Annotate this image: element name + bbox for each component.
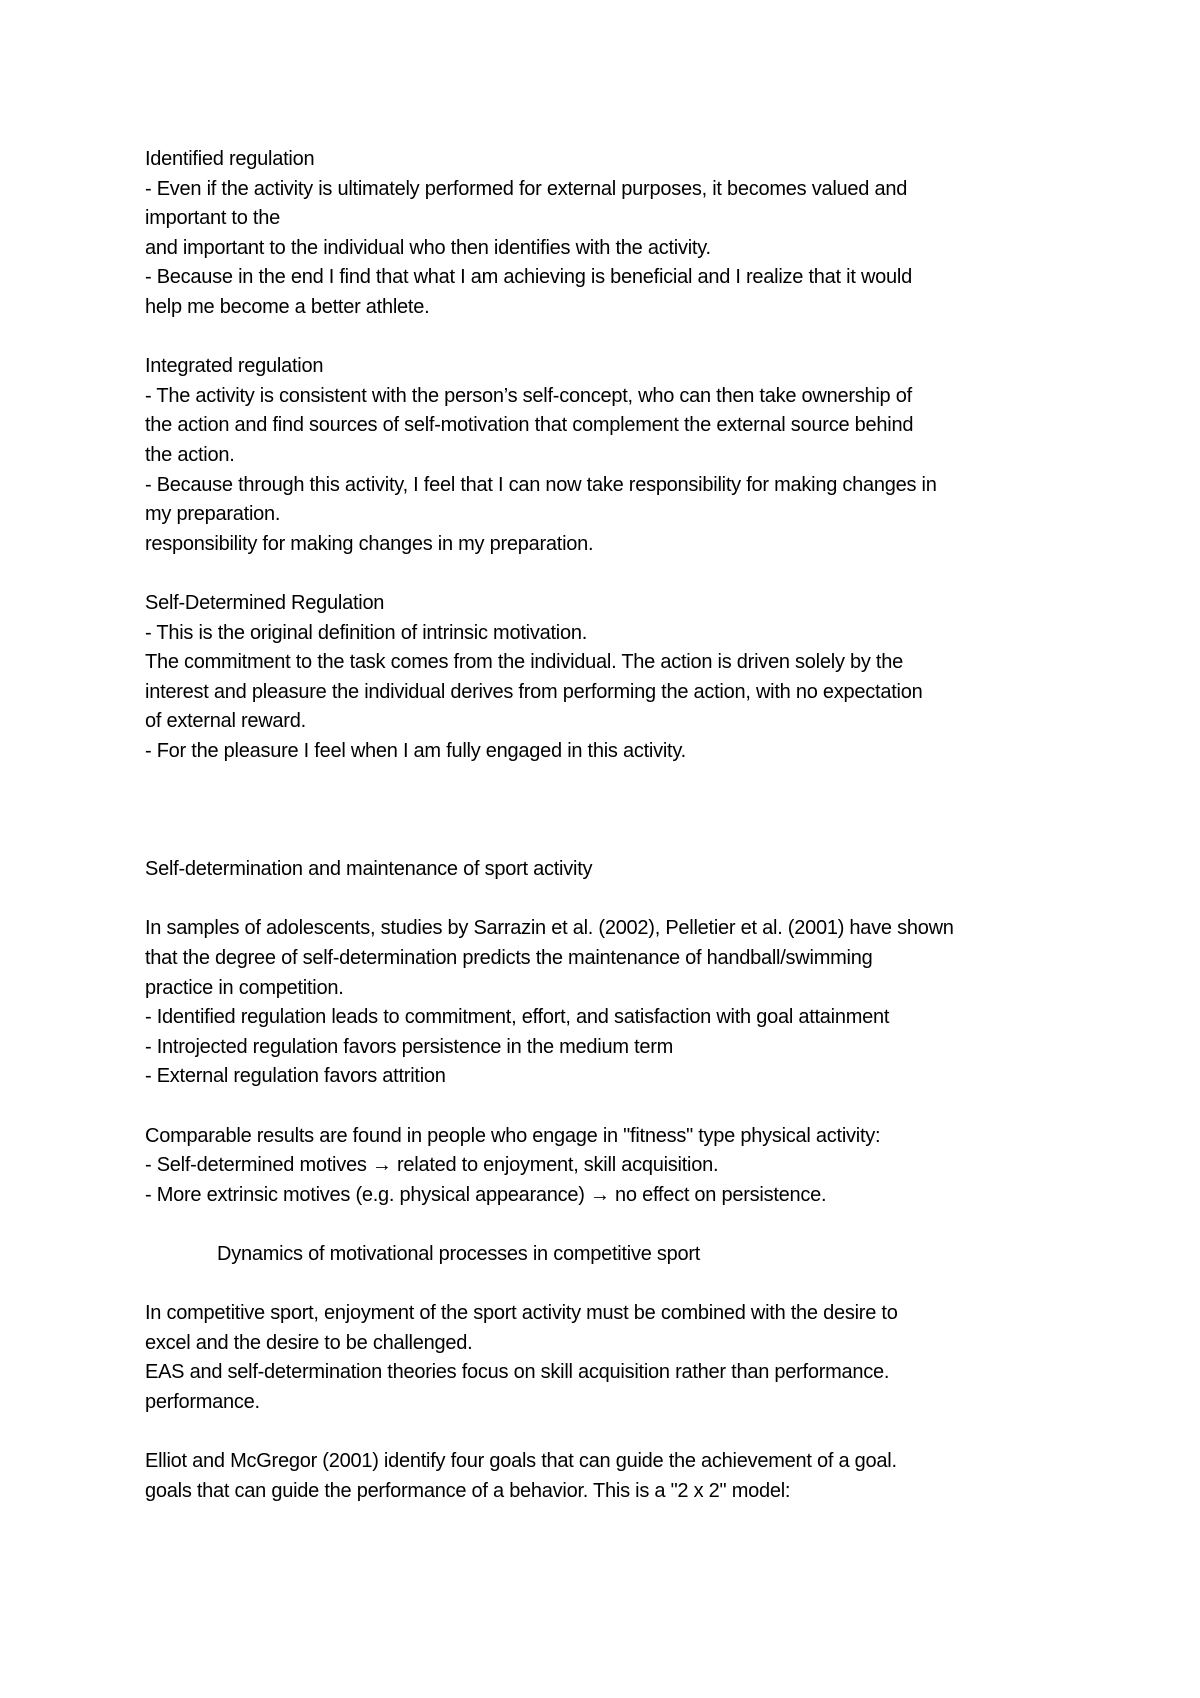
text-line: my preparation. xyxy=(145,503,281,526)
blank-line xyxy=(145,1092,1075,1122)
blank-line xyxy=(145,323,1075,353)
text-line: - This is the original definition of intrinsic motivation. xyxy=(145,621,588,644)
heading-identified-regulation: Identified regulation xyxy=(145,148,315,170)
text-line: The commitment to the task comes from the individual. The action is driven solely by the xyxy=(145,651,903,674)
blank-line xyxy=(145,826,1075,856)
text-line: the action and find sources of self-motivation that complement the external source behind xyxy=(145,414,914,437)
text-line: Comparable results are found in people who engage in "fitness" type physical activity: xyxy=(145,1124,881,1147)
blank-line xyxy=(145,1270,1075,1300)
text-line: EAS and self-determination theories focus on skill acquisition rather than performance. xyxy=(145,1361,890,1384)
text-line: - More extrinsic motives (e.g. physical appearance) → no effect on persistence. xyxy=(145,1183,827,1206)
blank-line xyxy=(145,1210,1075,1240)
text-line: - Self-determined motives → related to enjoyment, skill acquisition. xyxy=(145,1154,719,1177)
text-line: the action. xyxy=(145,443,235,466)
heading-dynamics-motivational-processes: Dynamics of motivational processes in competitive sport xyxy=(217,1242,701,1265)
blank-line xyxy=(145,1418,1075,1448)
text-line: excel and the desire to be challenged. xyxy=(145,1331,473,1354)
text-line: performance. xyxy=(145,1390,260,1413)
heading-self-determined-regulation: Self-Determined Regulation xyxy=(145,591,385,614)
text-line: of external reward. xyxy=(145,710,306,733)
text-line: and important to the individual who then identifies with the activity. xyxy=(145,236,711,259)
text-line: responsibility for making changes in my preparation. xyxy=(145,532,594,555)
text-line: important to the xyxy=(145,207,280,230)
text-line: - External regulation favors attrition xyxy=(145,1065,446,1088)
text-line: - The activity is consistent with the person’s self-concept, who can then take ownership of xyxy=(145,384,912,407)
text-line: - Because in the end I find that what I am achieving is beneficial and I realize that it would xyxy=(145,266,912,289)
text-line: - Introjected regulation favors persistence in the medium term xyxy=(145,1035,674,1058)
text-line: goals that can guide the performance of a behavior. This is a "2 x 2" model: xyxy=(145,1479,791,1502)
text-line: interest and pleasure the individual derives from performing the action, with no expectation xyxy=(145,680,923,703)
text-line: help me become a better athlete. xyxy=(145,295,430,318)
text-line: - For the pleasure I feel when I am fully engaged in this activity. xyxy=(145,739,686,762)
text-line: - Even if the activity is ultimately performed for external purposes, it becomes valued and xyxy=(145,177,908,200)
heading-integrated-regulation: Integrated regulation xyxy=(145,355,324,378)
document-body xyxy=(145,145,1075,1506)
text-line: practice in competition. xyxy=(145,976,344,999)
heading-self-determination-maintenance: Self-determination and maintenance of sport activity xyxy=(145,858,593,881)
blank-line xyxy=(145,796,1075,826)
text-line: - Because through this activity, I feel that I can now take responsibility for making changes in xyxy=(145,473,937,496)
text-line: that the degree of self-determination predicts the maintenance of handball/swimming xyxy=(145,947,873,970)
blank-line xyxy=(145,559,1075,589)
blank-line xyxy=(145,766,1075,796)
text-line: - Identified regulation leads to commitment, effort, and satisfaction with goal attainment xyxy=(145,1006,890,1029)
text-line: Elliot and McGregor (2001) identify four goals that can guide the achievement of a goal. xyxy=(145,1450,897,1473)
blank-line xyxy=(145,885,1075,915)
text-line: In competitive sport, enjoyment of the sport activity must be combined with the desire to xyxy=(145,1302,898,1325)
text-line: In samples of adolescents, studies by Sarrazin et al. (2002), Pelletier et al. (2001) have shown xyxy=(145,917,954,940)
